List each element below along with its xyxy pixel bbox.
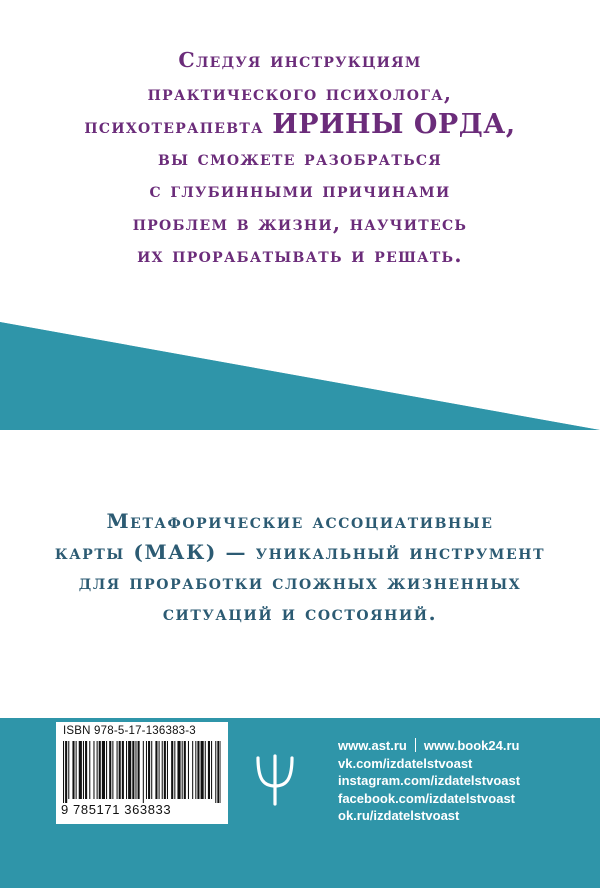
barcode-bar [97,741,98,799]
barcode-bar [171,741,173,799]
barcode-bar [132,741,134,799]
quote-line-6: проблем в жизни, научитесь [132,210,468,235]
barcode-bar [85,741,87,799]
barcode-bar [167,741,168,799]
barcode-bar [126,741,127,799]
quote-line-4: вы сможете разобраться [157,145,443,170]
barcode-bar [119,741,121,799]
link-book24[interactable]: www.book24.ru [423,738,520,753]
barcode-bar [195,741,196,799]
barcode-bar [174,741,175,799]
link-separator [415,738,416,752]
quote-line-5: с глубинными причинами [149,178,451,202]
barcode-bar [162,741,163,799]
barcode-bar [197,741,199,799]
barcode-bar [76,741,77,799]
barcode-bar [68,741,69,799]
barcode-bar [208,741,210,799]
barcode-bar [205,741,206,799]
isbn-label: ISBN 978-5-17-136383-3 [63,725,196,737]
barcode-bar [106,741,107,799]
barcode-bar [182,741,183,799]
barcode-digits: 9 785171 363833 [61,802,172,817]
barcode-bar [72,741,74,799]
barcode-bar [148,741,150,799]
barcode-bar [112,741,113,799]
link-ok[interactable]: ok.ru/izdatelstvoast [338,808,460,824]
description-line-1: Метафорические ассоциативные [106,509,494,533]
quote-line-7: их прорабатывать и решать. [137,243,463,267]
barcode-bar [89,741,90,799]
barcode-bar [128,741,131,799]
barcode-bar [102,741,105,799]
link-instagram[interactable]: instagram.com/izdatelstvoast [338,773,521,789]
barcode-bar [83,741,84,799]
description-line-3: для проработки сложных жизненных [78,570,522,594]
description-line-2: карты (МАК) — уникальный инструмент [54,539,546,564]
description [20,506,580,628]
quote-line-3 [40,109,560,142]
link-ast[interactable]: www.ast.ru [338,738,407,753]
barcode-bars [63,741,221,803]
publisher-links [338,737,520,825]
links-row-sites [338,737,520,755]
barcode-bar [159,741,160,799]
barcode-bar [151,741,152,799]
barcode-bar [79,741,82,799]
barcode-bar [63,741,64,803]
author-quote [40,44,560,272]
quote-line-3-prefix: психотерапевта [84,114,264,138]
barcode-bar [177,741,180,799]
barcode-bar [201,741,204,799]
barcode-bar [184,741,186,799]
barcode-bar [135,741,136,799]
barcode-bar [93,741,94,799]
link-facebook[interactable]: facebook.com/izdatelstvoast [338,790,515,806]
barcode-bar [122,741,124,799]
description-line-4: ситуаций и состояний. [162,600,438,625]
barcode-bar [143,741,144,803]
barcode-bar [117,741,118,799]
barcode [56,722,228,824]
author-name: ИРИНЫ ОРДА, [272,109,516,140]
link-vk[interactable]: vk.com/izdatelstvoast [338,755,473,771]
barcode-bar [99,741,101,799]
barcode-bar [192,741,193,799]
barcode-bar [65,741,67,803]
psi-icon [250,752,300,808]
barcode-bar [188,741,189,799]
barcode-bar [211,741,212,799]
barcode-bar [164,741,166,799]
quote-line-2: практического психолога, [147,80,453,105]
barcode-bar [217,741,219,803]
barcode-bar [138,741,140,799]
barcode-bar [215,741,216,803]
barcode-bar [155,741,157,799]
barcode-bar [221,741,222,803]
quote-line-1: Следуя инструкциям [178,48,422,72]
barcode-bar [109,741,111,799]
barcode-bar [146,741,147,799]
